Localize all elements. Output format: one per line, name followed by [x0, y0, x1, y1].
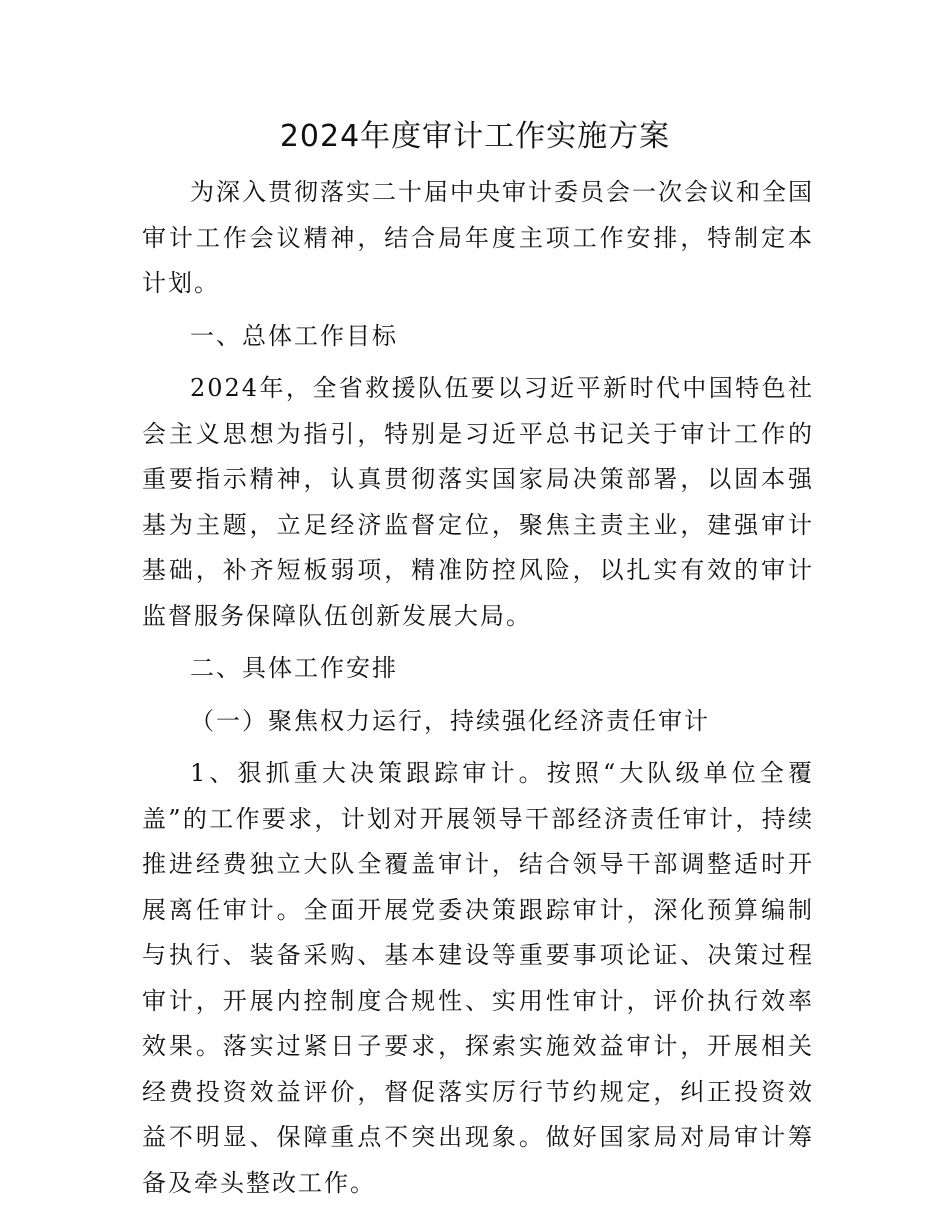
document-body	[142, 170, 814, 1213]
intro-paragraph: 为深入贯彻落实二十届中央审计委员会一次会议和全国审计工作会议精神，结合局年度主项工作安排，特制定本计划。	[142, 178, 814, 297]
subsection-heading-power-operation: （一）聚焦权力运行，持续强化经济责任审计	[190, 706, 710, 735]
document-title: 2024年度审计工作实施方案	[279, 119, 671, 154]
section-heading-overall-goal: 一、总体工作目标	[190, 321, 398, 350]
item-1-paragraph: 1、狠抓重大决策跟踪审计。按照“大队级单位全覆盖”的工作要求，计划对开展领导干部经济责任审计，持续推进经费独立大队全覆盖审计，结合领导干部调整适时开展离任审计。全面开展党委决策跟踪审计，深化预算编制与执行、装备采购、基本建设等重要事项论证、决策过程审计，开展内控制度合规性、实用性审计，评价执行效率效果。落实过紧日子要求，探索实施效益审计，开展相关经费投资效益评价，督促落实厉行节约规定，纠正投资效益不明显、保障重点不突出现象。做好国家局对局审计筹备及牵头整改工作。	[142, 759, 814, 1197]
section-heading-specific-arrangements: 二、具体工作安排	[190, 654, 398, 682]
overall-goal-paragraph: 2024年，全省救援队伍要以习近平新时代中国特色社会主义思想为指引，特别是习近平总书记关于审计工作的重要指示精神，认真贯彻落实国家局决策部署，以固本强基为主题，立足经济监督定位，聚焦主责主业，建强审计基础，补齐短板弱项，精准防控风险，以扎实有效的审计监督服务保障队伍创新发展大局。	[142, 374, 814, 630]
